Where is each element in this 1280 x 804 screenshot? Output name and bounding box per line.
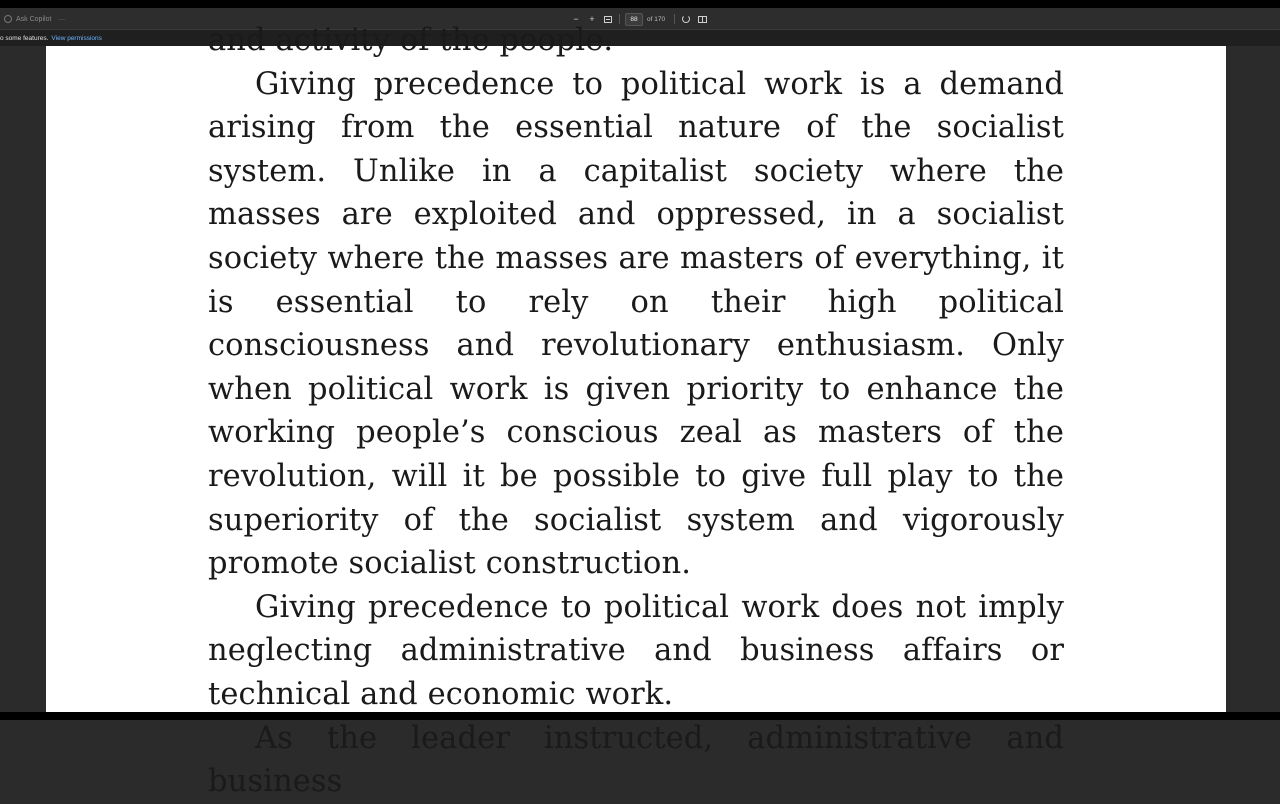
zoom-in-button[interactable]: + (589, 14, 595, 24)
paragraph: and activity of the people. (208, 23, 614, 58)
window-bottom-edge (0, 712, 1280, 720)
window-top-edge (0, 0, 1280, 8)
page-number-input[interactable]: 88 (625, 13, 643, 26)
toolbar-separator: — (58, 15, 66, 23)
view-permissions-link[interactable]: View permissions (51, 34, 102, 42)
page-text (208, 19, 1064, 804)
zoom-out-button[interactable]: − (573, 14, 579, 24)
page-count: of 170 (647, 15, 666, 23)
copilot-icon (4, 15, 12, 23)
ask-copilot-button[interactable] (4, 12, 65, 26)
ask-copilot-label: Ask Copilot (16, 15, 52, 23)
paragraph: As the leader instructed, administrative and business (208, 720, 1064, 800)
paragraph: Giving precedence to political work does not imply neglecting administrative and business affairs or technical and economic work. (208, 589, 1064, 712)
paragraph: Giving precedence to political work is a demand arising from the essential nature of the socialist system. Unlike in a capitalist society where the masses are exploited and oppressed, in a socialist society where the masses are masters of everything, it is essential to rely on their high political consciousness and revolutionary enthusiasm. Only when political work is given priority to enhance the working people’s conscious zeal as masters of the revolution, will it be possible to give full play to the superiority of the socialist system and vigorously promote socialist construction. (208, 66, 1064, 582)
infobar-message: o some features. (0, 34, 49, 42)
